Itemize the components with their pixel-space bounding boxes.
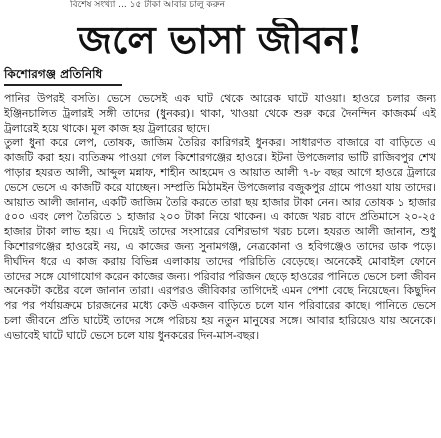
article-paragraph: তুলা ধুনা করে লেপ, তোষক, জাজিম তৈরির কারিগরই ধুনকর। সাধারণত বাজারে বা বাড়িতে এ কাজটি করা হয়। ব্যতিক্রম পাওয়া গেল কিশোরগঞ্জের হাওরে। ইটনা উপজেলার ভাটি রাজিবপুর শেখ পাড়ার হযরত আলী, আব্দুল মন্নাফ, শাহীন আহমেদ ও আয়াত আলী ৭-৮ বছর আগে হাওরে ট্রলারে ভেসে ভেসে এ কাজটি করে যাচ্ছেন। সম্প্রতি মিঠামইন উপজেলার বজুকপুর গ্রামে পাওয়া যায় তাদের। আয়াত আলী জানান, একটি জাজিম তৈরি করতে তারা ছয় হাজার টাকা নেন। আর তোষক ১ হাজার ৫০০ এবং লেপ তৈরিতে ১ হাজার ২০০ টাকা নিয়ে থাকেন। এ কাজে খরচ বাদে প্রতিমাসে ২০-২৫ হাজার টাকা লাভ হয়। এ দিয়েই তাদের সংসারের বেশিরভাগ খরচ চলে। হযরত আলী জানান, শুধু কিশোরগঞ্জের হাওরেই নয়, এ কাজের জন্য সুনামগঞ্জ, নেত্রকোনা ও হবিগঞ্জেও তাদের ডাক পড়ে। দীর্ঘদিন ধরে এ কাজ করায় বিভিন্ন এলাকায় তাদের পরিচিতি বেড়েছে। অনেকেই মোবাইল ফোনে তাদের সঙ্গে যোগাযোগ করেন কাজের জন্য। পরিবার পরিজন ছেড়ে হাওরের পানিতে ভেসে চলা জীবন অনেকটা কষ্টের বলে জানান তারা। এরপরও জীবিকার তাগিদেই এমন পেশা বেছে নিয়েছেন। কিছুদিন পর পর পর্যায়ক্রমে চারজনের মধ্যে কেউ একজন বাড়িতে চলে যান পরিবারের কাছে। পানিতে ভেসে চলা জীবনে প্রতি ঘাটেই তাদের সঙ্গে পরিচয় হয় নতুন মানুষের সঙ্গে। আবার হারিয়েও যায় অনেকে। এভাবেই ঘাটে ঘাটে ভেসে চলে যায় ধুনকরের দিন-মাস-বছর। (4, 136, 436, 342)
article-paragraph: পানির উপরই বসতি। ভেসে ভেসেই এক ঘাট থেকে আরেক ঘাটে যাওয়া। হাওরে চলার জন্য ইঞ্জিনচালিত ট্রলারই সঙ্গী তাদের (ধুনকর)। থাকা, খাওয়া থেকে শুরু করে দৈনন্দিন কাজকর্ম এই ট্রলারেই হয়ে থাকে। মূল কাজ হয় ট্রলারের ছাদে। (4, 92, 436, 135)
byline: কিশোরগঞ্জ প্রতিনিধি (4, 67, 103, 81)
article-body (4, 92, 436, 436)
top-strip-text: বিশেষ সংখ্যা ... ১৫ টাকা আবার চালু করুন (70, 0, 225, 10)
byline-underline (4, 84, 122, 86)
headline: জলে ভাসা জীবন! (78, 18, 363, 62)
